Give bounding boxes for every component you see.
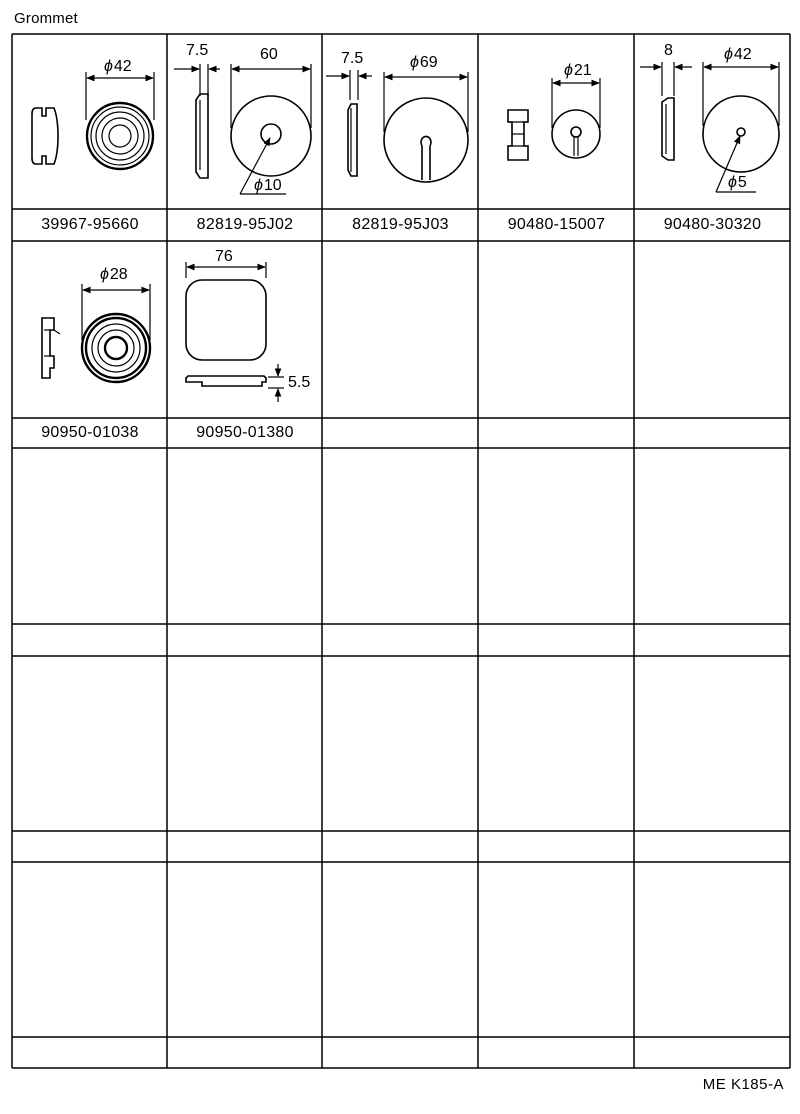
dimension-label: 7.5 [186,42,209,59]
ringed-grommet-icon [42,284,150,382]
page-title: Grommet [14,10,78,27]
part-number: 82819-95J02 [196,216,294,233]
dimension-label: ϕ 42 [724,46,752,64]
dimension-label: 5.5 [288,374,311,391]
dimension-label: ϕ 5 [728,174,747,192]
dimension-label: 8 [664,42,673,59]
dimension-label: 76 [215,248,233,265]
disc-grommet-slit-icon [326,70,468,182]
dimension-label: ϕ 42 [104,58,132,76]
disc-grommet-center-hole-icon [174,64,311,194]
part-number: 90950-01038 [41,424,139,441]
part-number: 39967-95660 [41,216,139,233]
dimension-label: 7.5 [341,50,364,67]
part-number: 90480-15007 [507,216,606,233]
dimension-label: ϕ 21 [564,62,592,80]
disc-grommet-small-hole-icon [640,62,779,192]
dimension-label: 60 [260,46,278,63]
dimension-label: ϕ 10 [254,177,282,195]
page-code: ME K185-A [702,1076,784,1093]
dimension-label: ϕ 69 [410,54,438,72]
dimension-label: ϕ 28 [100,266,128,284]
square-plug-icon [186,262,284,402]
double-flange-grommet-icon [32,72,154,169]
part-number: 82819-95J03 [352,216,449,233]
part-number: 90480-30320 [663,216,762,233]
small-slotted-grommet-icon [508,78,600,160]
part-number: 90950-01380 [196,424,294,441]
